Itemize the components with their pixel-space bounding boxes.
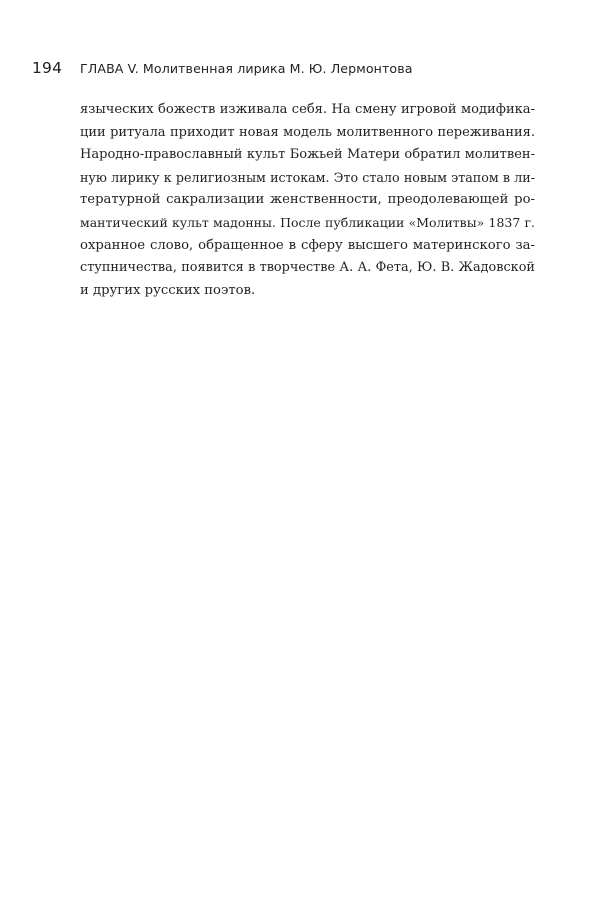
- running-head: [32, 59, 552, 81]
- text-line: ную лирику к религиозным истокам. Это стало новым этапом в ли-: [80, 169, 535, 185]
- text-line: мантический культ мадонны. После публикации «Молитвы» 1837 г.: [80, 214, 535, 230]
- chapter-title: ГЛАВА V. Молитвенная лирика М. Ю. Лермонтова: [80, 61, 413, 76]
- text-line: тературной сакрализации женственности, преодолевающей ро-: [80, 192, 535, 208]
- page-number: 194: [32, 59, 63, 77]
- text-line: ции ритуала приходит новая модель молитвенного переживания.: [80, 124, 535, 140]
- text-line: и других русских поэтов.: [80, 282, 256, 298]
- body-paragraph: [80, 99, 535, 302]
- text-line: ступничества, появится в творчестве А. А. Фета, Ю. В. Жадовской: [80, 260, 535, 276]
- text-line: охранное слово, обращенное в сферу высшего материнского за-: [80, 237, 535, 253]
- text-line: языческих божеств изживала себя. На смену игровой модифика-: [80, 102, 535, 117]
- text-line: Народно-православный культ Божьей Матери обратил молитвен-: [80, 147, 535, 163]
